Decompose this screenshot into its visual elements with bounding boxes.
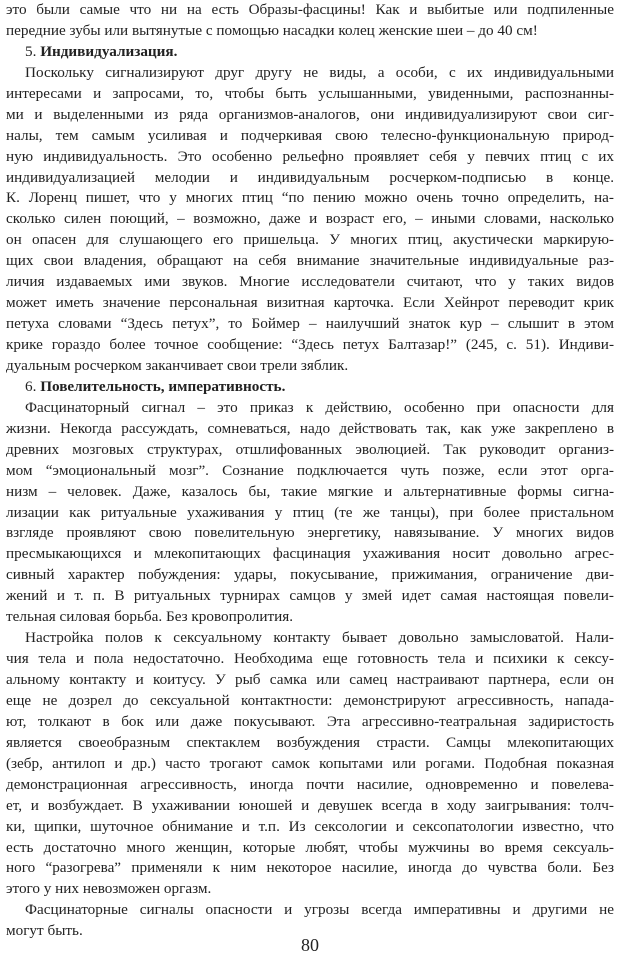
text-line: могут быть. [6,922,83,940]
text-line: низм – человек. Даже, казалось бы, такие мягкие и альтернативные формы сигна- [6,482,614,500]
body-text [6,0,614,942]
heading-title: Повелительность, императивность. [40,377,286,395]
text-line: он опасен для слушающего его пришельца. У многих птиц, акустически маркирую- [6,231,614,249]
text-line: ют, толкают в бок или даже покусывают. Эта агрессивно-театральная задиристость [6,712,614,730]
text-line: ет, и возбуждает. В ухаживании юношей и девушек всегда в ходу заигрывания: толч- [6,796,614,814]
text-line: лизации как ритуальные ухаживания у птиц (те же танцы), при более пристальном [6,503,614,521]
text-line: мом “эмоциональный мозг”. Сознание подключается чуть позже, если этот орга- [6,461,614,479]
heading-title: Индивидуализация. [40,42,178,60]
text-line: налы, тем самым усиливая и подчеркивая свою телесно-функциональную природ- [6,126,614,144]
text-line: Настройка полов к сексуальному контакту бывает довольно замысловатой. Нали- [25,629,614,647]
text-line: тельная силовая борьба. Без кровопролития. [6,608,294,626]
text-line: личия издаваемых ими звуков. Многие исследователи считают, что у таких видов [6,273,614,291]
text-line: ного “разогрева” применяли к ним некоторое насилие, иногда до чувства боли. Без [6,859,614,877]
text-line: еще не дозрел до сексуальной контактности: демонстрируют агрессивность, напада- [6,691,614,709]
text-line: может иметь значение персональная визитная карточка. Если Хейнрот переводит крик [6,294,614,312]
text-line: жизни. Некогда рассуждать, сомневаться, надо действовать так, как уже закреплено в [6,419,614,437]
text-line: пресмыкающихся и млекопитающих фасцинация ухаживания носит довольно агрес- [6,545,614,563]
text-line: ки, щипки, шуточное обнимание и т.п. Из сексологии и сексопатологии известно, что [6,817,614,835]
text-line: демонстрационная агрессивность, иногда почти насилие, одновременно и повелева- [6,775,614,793]
heading-number: 5. [25,42,41,60]
text-line: взгляде проявляют свою повелительную энергетику, навязывание. У многих видов [6,524,614,542]
text-line: есть достаточно много женщин, которые любят, чтобы мужчины во время сексуаль- [6,838,614,856]
text-line: Поскольку сигнализируют друг другу не виды, а особи, с их индивидуальными [25,63,614,81]
text-line: чия тела и пола недостаточно. Необходима еще готовность тела и психики к сексу- [6,650,614,668]
text-line: древних мозговых структурах, отшлифованных эволюцией. Так руководит организ- [6,440,614,458]
text-line: крике гораздо более точное сообщение: “Здесь петух Балтазар!” (245, с. 51). Индиви- [6,336,614,353]
page-number: 80 [301,935,319,955]
text-line: ную индивидуальность. Это особенно рельефно проявляет себя у певчих птиц с их [6,147,614,165]
text-line: жений и т. п. В ритуальных турнирах самцов у змей идет самая настоящая повели- [6,587,614,605]
text-line: интересами и запросами, то, чтобы быть услышанными, увиденными, распознанны- [6,84,614,102]
section-heading [6,377,614,398]
text-line: является своеобразным спектаклем возбуждения страсти. Самцы млекопитающих [6,733,614,751]
text-line: К. Лоренц пишет, что у многих птиц “по пению можно очень точно определить, на- [6,189,614,207]
text-line: альному контакту и коитусу. У рыб самка или самец настраивают партнера, если он [6,671,614,688]
heading-number: 6. [25,377,41,395]
text-line: это были самые что ни на есть Образы-фасцины! Как и выбитые или подпиленные [6,1,614,18]
text-line: Фасцинаторный сигнал – это приказ к действию, особенно при опасности для [25,398,614,416]
text-line: щих свои владения, обращают на себя внимание значительные индивидуальные раз- [6,252,614,270]
text-line: этого у них невозможен оргазм. [6,880,212,898]
text-line: ми и выделенными из ряда организмов-аналогов, они индивидуализируют свои сиг- [6,105,614,123]
text-line: дуальным росчерком заканчивает свои трели зяблик. [6,356,349,374]
section-heading [6,42,614,63]
text-line: петуха словами “Здесь петух”, то Боймер – наилучший знаток кур – слышит в этом [6,315,614,333]
text-line: индивидуализацией мелодии и индивидуальным росчерком-подписью в конце. [6,168,614,186]
text-line: сивный характер побуждения: удары, покусывание, прижимания, ограничение дви- [6,566,614,584]
text-line: передние зубы или вытянутые с помощью насадки колец женские шеи – до 40 см! [6,21,538,39]
text-line: Фасцинаторные сигналы опасности и угрозы всегда императивны и другими не [25,901,614,919]
text-line: (зебр, антилоп и др.) часто трогают самок копытами или рогами. Подобная показная [6,754,614,772]
text-line: сколько силен поющий, – возможно, даже и возраст его, – иными словами, насколько [6,210,614,228]
